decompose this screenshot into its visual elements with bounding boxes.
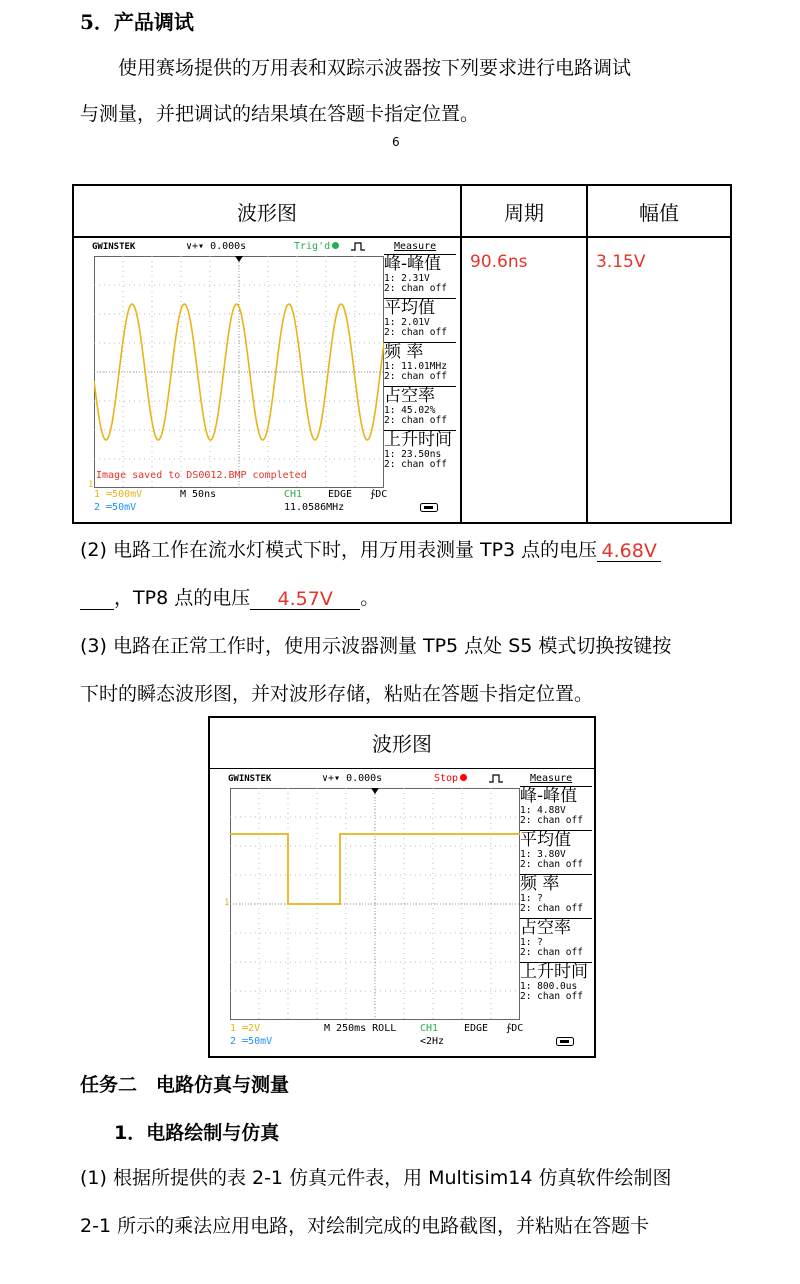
frequency-readout: 11.0586MHz	[284, 502, 345, 513]
trigger-type: EDGE	[464, 1023, 489, 1034]
measure-ch1: 1: 2.01V	[384, 317, 430, 328]
measure-ch2: 2: chan off	[384, 459, 447, 470]
task2-p1-line2: 2-1 所示的乘法应用电路，对绘制完成的电路截图，并粘贴在答题卡	[80, 1215, 650, 1237]
ch1-scale: 1 ═500mV	[94, 489, 143, 500]
measure-ch1: 1: ?	[520, 893, 543, 904]
measure-ch2: 2: chan off	[520, 991, 583, 1002]
status-dot-icon	[460, 774, 467, 781]
intro-line-1: 使用赛场提供的万用表和双踪示波器按下列要求进行电路调试	[118, 57, 632, 79]
measure-name: 上升时间	[520, 962, 588, 982]
trigger-position: ∨+▾ 0.000s	[186, 241, 247, 252]
saved-message: Image saved to DS0012.BMP completed	[96, 470, 307, 481]
q3-line-1: (3) 电路在正常工作时，使用示波器测量 TP5 点处 S5 模式切换按键按	[80, 635, 672, 657]
coupling: ∱DC	[370, 489, 388, 500]
measure-ch1: 1: 11.01MHz	[384, 361, 447, 372]
measure-ch1: 1: 3.80V	[520, 849, 566, 860]
ch2-scale: 2 ═50mV	[94, 502, 137, 513]
measure-ch2: 2: chan off	[520, 903, 583, 914]
measure-item	[520, 874, 592, 914]
q2-line-2: ，TP8 点的电压 4.57V 。	[80, 586, 379, 610]
q2-line-1: (2) 电路工作在流水灯模式下时，用万用表测量 TP3 点的电压 4.68V	[80, 538, 661, 562]
section-heading: 5．产品调试	[80, 10, 194, 34]
measure-ch2: 2: chan off	[384, 415, 447, 426]
measure-item	[520, 830, 592, 870]
task2-heading: 任务二 电路仿真与测量	[80, 1074, 290, 1096]
usb-icon	[556, 1037, 574, 1046]
measure-ch2: 2: chan off	[384, 327, 447, 338]
measure-ch1: 1: 45.02%	[384, 405, 436, 416]
ch1-ground-marker: 1	[224, 898, 230, 908]
measure-name: 平均值	[520, 830, 571, 850]
q3-line-2: 下时的瞬态波形图，并对波形存储，粘贴在答题卡指定位置。	[80, 683, 594, 705]
measure-item	[384, 430, 456, 470]
measure-panel	[384, 254, 456, 474]
measure-item	[384, 254, 456, 294]
usb-icon	[420, 503, 438, 512]
scope1-display	[94, 256, 384, 488]
oscilloscope-screenshot-2	[224, 770, 592, 1052]
trigger-source: CH1	[284, 489, 303, 500]
header-waveform: 波形图	[73, 185, 461, 237]
edge-trigger-icon	[350, 241, 366, 251]
measure-item	[384, 386, 456, 426]
status-dot-icon	[332, 242, 339, 249]
ch2-scale: 2 ═50mV	[230, 1036, 273, 1047]
measure-ch1: 1: 4.88V	[520, 805, 566, 816]
ch1-scale: 1 ═2V	[230, 1023, 261, 1034]
period-value: 90.6ns	[470, 252, 528, 272]
measure-name: 平均值	[384, 298, 435, 318]
trigger-type: EDGE	[328, 489, 353, 500]
task2-p1-line1: (1) 根据所提供的表 2-1 仿真元件表，用 Multisim14 仿真软件绘制图	[80, 1167, 672, 1189]
waveform-table-header: 波形图	[208, 716, 596, 768]
measure-name: 占空率	[384, 386, 435, 406]
measure-name: 频 率	[520, 874, 560, 894]
measure-item	[520, 786, 592, 826]
brand-logo: GWINSTEK	[92, 242, 136, 252]
trigger-position: ∨+▾ 0.000s	[322, 773, 383, 784]
measure-ch2: 2: chan off	[384, 371, 447, 382]
intro-line-2: 与测量，并把调试的结果填在答题卡指定位置。	[80, 103, 480, 125]
measure-name: 峰-峰值	[384, 254, 442, 274]
run-status: Stop	[434, 773, 467, 784]
measure-item	[520, 962, 592, 1002]
measure-ch2: 2: chan off	[520, 947, 583, 958]
edge-trigger-icon	[488, 773, 504, 783]
amplitude-value: 3.15V	[596, 252, 646, 272]
measure-ch2: 2: chan off	[520, 859, 583, 870]
measure-ch1: 1: 2.31V	[384, 273, 430, 284]
timebase: M 50ns	[180, 489, 217, 500]
scope2-display	[230, 788, 520, 1020]
measure-name: 频 率	[384, 342, 424, 362]
measure-title: Measure	[530, 773, 573, 784]
ch1-ground-marker: 1	[88, 480, 94, 490]
blank-underline	[80, 587, 114, 610]
measure-ch2: 2: chan off	[520, 815, 583, 826]
timebase: M 250ms ROLL	[324, 1023, 397, 1034]
measure-ch1: 1: 800.0us	[520, 981, 578, 992]
trigger-status: Trig'd	[294, 241, 339, 252]
oscilloscope-screenshot-1	[88, 238, 456, 518]
header-period: 周期	[461, 185, 587, 237]
measure-panel	[520, 786, 592, 1006]
header-amplitude: 幅值	[587, 185, 731, 237]
brand-logo: GWINSTEK	[228, 774, 272, 784]
measure-title: Measure	[394, 241, 437, 252]
page-number: 6	[392, 135, 400, 149]
measure-name: 峰-峰值	[520, 786, 578, 806]
tp3-answer: 4.68V	[597, 539, 661, 562]
measure-item	[384, 342, 456, 382]
measure-ch1: 1: 23.50ns	[384, 449, 442, 460]
frequency-readout: <2Hz	[420, 1036, 445, 1047]
measure-item	[520, 918, 592, 958]
measure-item	[384, 298, 456, 338]
trigger-source: CH1	[420, 1023, 439, 1034]
measure-ch2: 2: chan off	[384, 283, 447, 294]
coupling: ∱DC	[506, 1023, 524, 1034]
tp8-answer: 4.57V	[250, 587, 360, 610]
measure-name: 上升时间	[384, 430, 452, 450]
measure-name: 占空率	[520, 918, 571, 938]
measure-ch1: 1: ?	[520, 937, 543, 948]
task2-subheading: 1．电路绘制与仿真	[114, 1122, 280, 1144]
